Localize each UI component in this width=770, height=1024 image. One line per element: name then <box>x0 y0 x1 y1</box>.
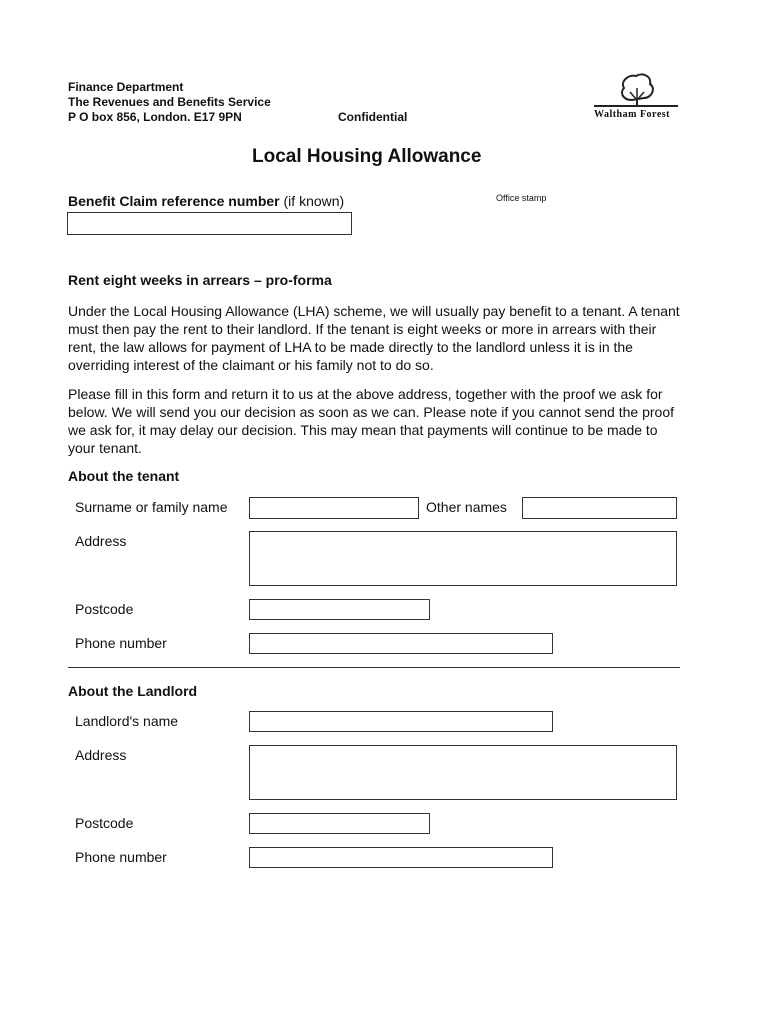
waltham-forest-logo <box>592 70 682 122</box>
tenant-surname-label: Surname or family name <box>75 499 228 515</box>
landlord-name-label: Landlord's name <box>75 713 179 729</box>
header-dept: Finance Department <box>68 80 184 94</box>
claim-ref-label-extra: (if known) <box>283 193 345 209</box>
section-heading: Rent eight weeks in arrears – pro-forma <box>68 272 332 288</box>
section-divider <box>68 667 680 668</box>
confidential-label: Confidential <box>338 110 408 124</box>
landlord-postcode-label: Postcode <box>75 815 134 831</box>
header-address: P O box 856, London. E17 9PN <box>68 110 242 124</box>
landlord-address-input[interactable] <box>249 745 677 800</box>
tenant-postcode-input[interactable] <box>249 599 430 620</box>
tenant-heading: About the tenant <box>68 468 180 484</box>
page-title: Local Housing Allowance <box>252 146 482 167</box>
header-service: The Revenues and Benefits Service <box>68 95 271 109</box>
tenant-phone-label: Phone number <box>75 635 167 651</box>
tenant-other-names-input[interactable] <box>522 497 677 519</box>
paragraph-intro: Under the Local Housing Allowance (LHA) scheme, we will usually pay benefit to a tenant. A tenant must then pay the rent to their landlord. If the tenant is eight weeks or more in arrears with their rent, the law allows for payment of LHA to be made directly to the landlord unless it is in the overriding interest of the claimant or his family not to do so. <box>68 303 680 373</box>
tenant-address-input[interactable] <box>249 531 677 586</box>
landlord-address-label: Address <box>75 747 127 763</box>
landlord-heading: About the Landlord <box>68 683 198 699</box>
claim-ref-label <box>68 193 344 209</box>
landlord-postcode-input[interactable] <box>249 813 430 834</box>
claim-ref-label-bold: Benefit Claim reference number <box>68 193 280 209</box>
tree-icon <box>592 70 682 110</box>
logo-text: Waltham Forest <box>594 109 670 120</box>
landlord-name-input[interactable] <box>249 711 553 732</box>
tenant-address-label: Address <box>75 533 127 549</box>
landlord-phone-input[interactable] <box>249 847 553 868</box>
office-stamp-label: Office stamp <box>496 193 547 203</box>
tenant-other-names-label: Other names <box>426 499 507 515</box>
paragraph-instructions: Please fill in this form and return it to us at the above address, together with the proof we ask for below. We will send you our decision as soon as we can. Please note if you cannot send the proof we ask for, it may delay our decision. This may mean that payments will continue to be made to your tenant. <box>68 386 674 456</box>
claim-ref-input[interactable] <box>67 212 352 235</box>
tenant-postcode-label: Postcode <box>75 601 134 617</box>
tenant-phone-input[interactable] <box>249 633 553 654</box>
tenant-surname-input[interactable] <box>249 497 419 519</box>
landlord-phone-label: Phone number <box>75 849 167 865</box>
